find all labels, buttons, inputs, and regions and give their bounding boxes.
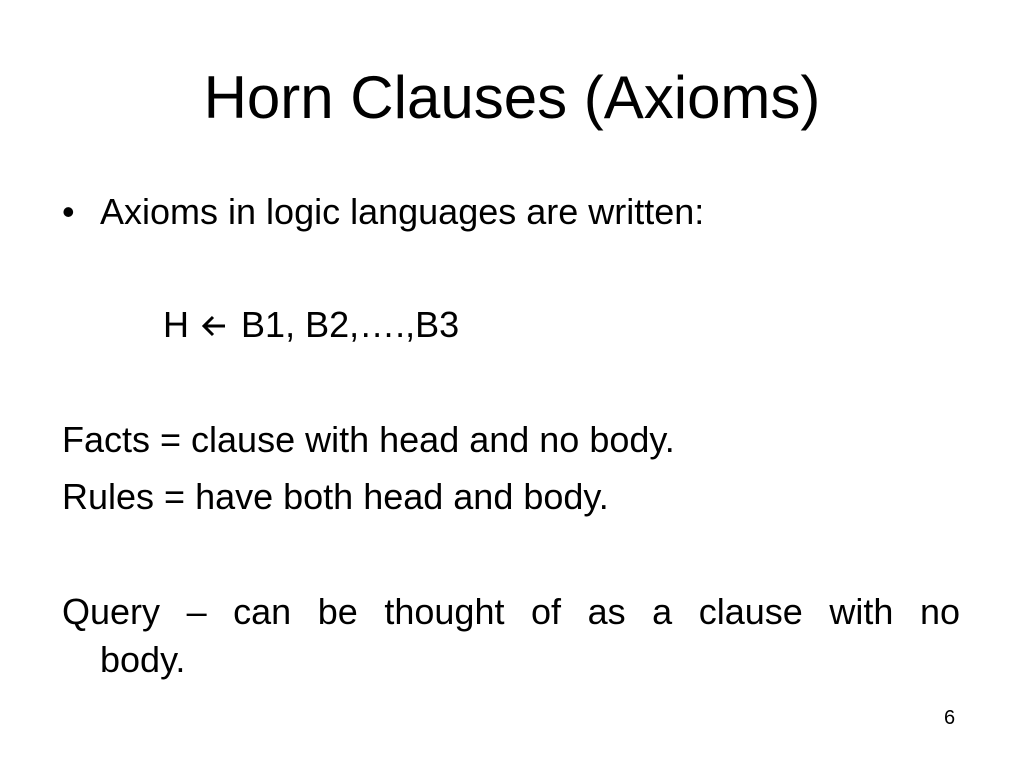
horn-clause-formula: [163, 303, 459, 348]
bullet-marker: •: [62, 191, 75, 232]
slide-title: Horn Clauses (Axioms): [203, 64, 821, 131]
query-line-2: body.: [100, 639, 186, 680]
left-arrow-icon: [201, 304, 227, 348]
bullet-text: Axioms in logic languages are written:: [100, 191, 705, 232]
query-line-1: Query – can be thought of as a clause with no: [62, 591, 960, 632]
rules-definition: Rules = have both head and body.: [62, 476, 609, 517]
formula-head: H: [163, 304, 189, 345]
formula-body: B1, B2,….,B3: [241, 304, 460, 345]
facts-definition: Facts = clause with head and no body.: [62, 419, 675, 460]
query-definition: [62, 588, 960, 684]
page-number: 6: [944, 707, 956, 729]
